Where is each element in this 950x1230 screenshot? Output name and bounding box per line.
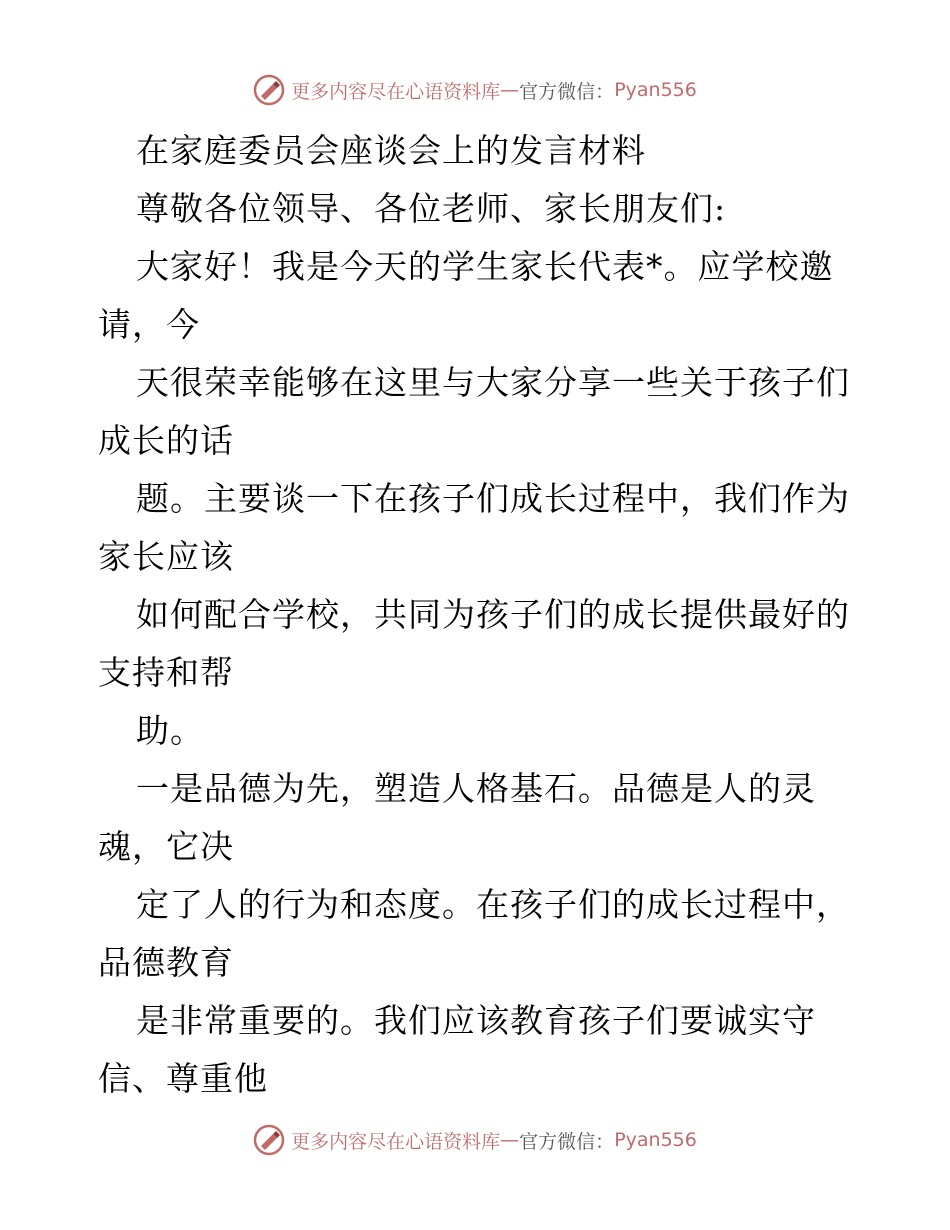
- header-watermark: [0, 72, 950, 108]
- text-line: 在家庭委员会座谈会上的发言材料: [136, 131, 646, 170]
- text-line: 题。主要谈一下在孩子们成长过程中，我们作为: [136, 479, 850, 518]
- text-line: 大家好！我是今天的学生家长代表*。应学校邀: [136, 247, 834, 286]
- footer-watermark: [0, 1122, 950, 1158]
- text-line: 魂，它决: [98, 827, 234, 866]
- text-line: 定了人的行为和态度。在孩子们的成长过程中，: [136, 885, 850, 924]
- watermark-separator: —: [500, 1129, 520, 1151]
- text-line: 家长应该: [98, 537, 234, 576]
- watermark-separator: —: [500, 79, 520, 101]
- text-line: 请，今: [98, 305, 200, 344]
- pen-logo-icon: [253, 1124, 285, 1156]
- pen-logo-icon: [253, 74, 285, 106]
- watermark-wechat-label: 官方微信：: [519, 1130, 615, 1153]
- text-line: 如何配合学校，共同为孩子们的成长提供最好的: [136, 595, 850, 634]
- watermark-wechat-id: Pyan556: [614, 1129, 697, 1151]
- text-line: 一是品德为先，塑造人格基石。品德是人的灵: [136, 769, 816, 808]
- watermark-site-text: 更多内容尽在心语资料库: [291, 80, 501, 103]
- text-line: 是非常重要的。我们应该教育孩子们要诚实守: [136, 1001, 816, 1040]
- text-line: 助。: [136, 711, 204, 750]
- document-body: [98, 122, 858, 1108]
- text-line: 天很荣幸能够在这里与大家分享一些关于孩子们: [136, 363, 850, 402]
- watermark-wechat-id: Pyan556: [614, 79, 697, 101]
- text-line: 尊敬各位领导、各位老师、家长朋友们:: [136, 189, 727, 228]
- text-line: 信、尊重他: [98, 1059, 268, 1098]
- text-line: 品德教育: [98, 943, 234, 982]
- text-line: 支持和帮: [98, 653, 234, 692]
- watermark-site-text: 更多内容尽在心语资料库: [291, 1130, 501, 1153]
- watermark-wechat-label: 官方微信：: [519, 80, 615, 103]
- text-line: 成长的话: [98, 421, 234, 460]
